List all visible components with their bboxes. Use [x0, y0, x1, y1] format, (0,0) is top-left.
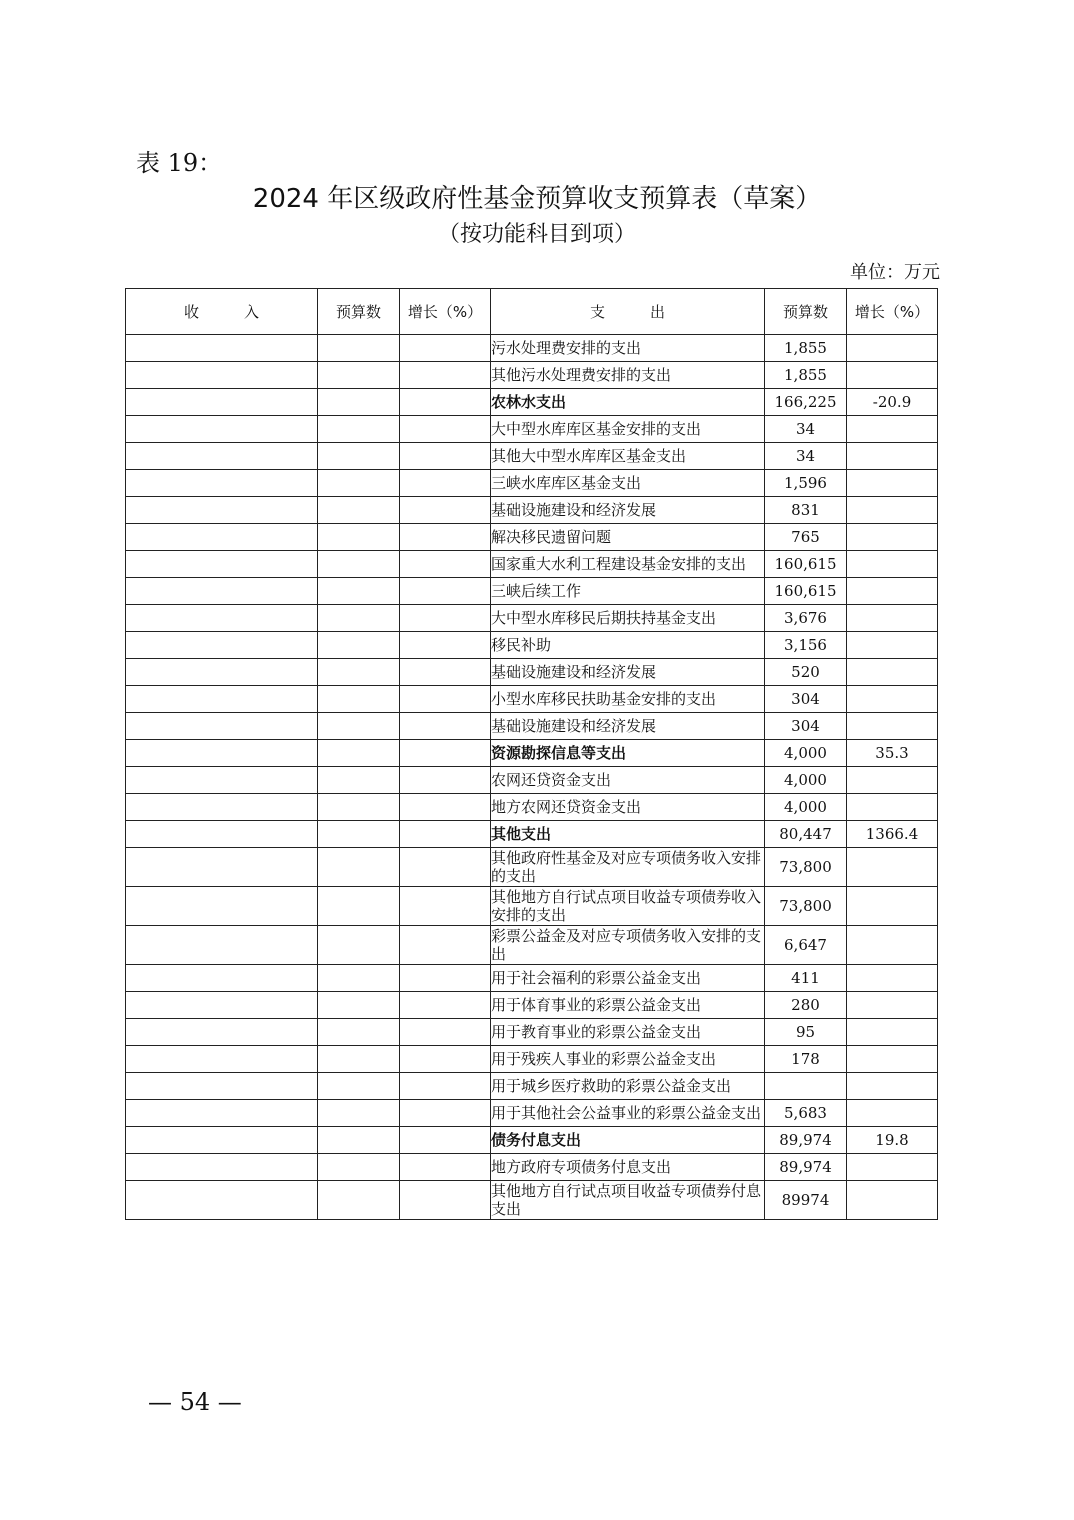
expenditure-name-cell: 三峡后续工作	[491, 578, 765, 605]
col-header-expenditure: 支 出	[491, 289, 765, 335]
income-growth-cell	[400, 965, 491, 992]
table-row	[126, 848, 938, 887]
income-name-cell	[126, 1019, 318, 1046]
expenditure-growth-cell	[847, 632, 938, 659]
expenditure-budget-cell: 5,683	[765, 1100, 847, 1127]
income-growth-cell	[400, 443, 491, 470]
income-growth-cell	[400, 821, 491, 848]
expenditure-growth-cell	[847, 578, 938, 605]
expenditure-name-cell: 基础设施建设和经济发展	[491, 497, 765, 524]
income-budget-cell	[318, 578, 400, 605]
col-header-expenditure-budget: 预算数	[765, 289, 847, 335]
table-row	[126, 1019, 938, 1046]
expenditure-name-cell: 其他大中型水库库区基金支出	[491, 443, 765, 470]
income-name-cell	[126, 362, 318, 389]
table-row	[126, 389, 938, 416]
expenditure-name-cell: 基础设施建设和经济发展	[491, 659, 765, 686]
expenditure-name-cell: 资源勘探信息等支出	[491, 740, 765, 767]
income-growth-cell	[400, 551, 491, 578]
income-budget-cell	[318, 926, 400, 965]
table-row	[126, 335, 938, 362]
income-budget-cell	[318, 713, 400, 740]
expenditure-budget-cell	[765, 1073, 847, 1100]
income-growth-cell	[400, 686, 491, 713]
expenditure-budget-cell: 304	[765, 686, 847, 713]
income-name-cell	[126, 713, 318, 740]
expenditure-budget-cell: 831	[765, 497, 847, 524]
expenditure-name-cell: 债务付息支出	[491, 1127, 765, 1154]
expenditure-name-cell: 用于残疾人事业的彩票公益金支出	[491, 1046, 765, 1073]
table-row	[126, 686, 938, 713]
income-name-cell	[126, 1046, 318, 1073]
expenditure-name-cell: 地方农网还贷资金支出	[491, 794, 765, 821]
income-name-cell	[126, 578, 318, 605]
income-budget-cell	[318, 740, 400, 767]
expenditure-name-cell: 农林水支出	[491, 389, 765, 416]
budget-table	[125, 288, 938, 1220]
expenditure-budget-cell: 160,615	[765, 551, 847, 578]
expenditure-name-cell: 用于社会福利的彩票公益金支出	[491, 965, 765, 992]
expenditure-name-cell: 污水处理费安排的支出	[491, 335, 765, 362]
income-growth-cell	[400, 740, 491, 767]
expenditure-growth-cell	[847, 335, 938, 362]
income-budget-cell	[318, 470, 400, 497]
table-row	[126, 1046, 938, 1073]
expenditure-growth-cell	[847, 713, 938, 740]
expenditure-growth-cell	[847, 767, 938, 794]
income-name-cell	[126, 659, 318, 686]
income-budget-cell	[318, 605, 400, 632]
income-growth-cell	[400, 848, 491, 887]
income-growth-cell	[400, 794, 491, 821]
expenditure-name-cell: 其他地方自行试点项目收益专项债券付息支出	[491, 1181, 765, 1220]
expenditure-growth-cell: 35.3	[847, 740, 938, 767]
expenditure-growth-cell	[847, 1046, 938, 1073]
expenditure-budget-cell: 178	[765, 1046, 847, 1073]
income-budget-cell	[318, 362, 400, 389]
expenditure-name-cell: 三峡水库库区基金支出	[491, 470, 765, 497]
unit-label: 单位：万元	[850, 262, 940, 283]
expenditure-growth-cell	[847, 416, 938, 443]
expenditure-budget-cell: 520	[765, 659, 847, 686]
income-budget-cell	[318, 632, 400, 659]
income-name-cell	[126, 887, 318, 926]
expenditure-growth-cell: 1366.4	[847, 821, 938, 848]
expenditure-growth-cell: -20.9	[847, 389, 938, 416]
income-budget-cell	[318, 389, 400, 416]
document-subtitle: （按功能科目到项）	[437, 222, 636, 247]
expenditure-name-cell: 其他地方自行试点项目收益专项债券收入安排的支出	[491, 887, 765, 926]
expenditure-budget-cell: 34	[765, 443, 847, 470]
expenditure-name-cell: 用于体育事业的彩票公益金支出	[491, 992, 765, 1019]
income-growth-cell	[400, 1046, 491, 1073]
income-budget-cell	[318, 659, 400, 686]
income-budget-cell	[318, 1127, 400, 1154]
expenditure-budget-cell: 304	[765, 713, 847, 740]
income-budget-cell	[318, 1154, 400, 1181]
income-name-cell	[126, 335, 318, 362]
income-growth-cell	[400, 362, 491, 389]
table-row	[126, 416, 938, 443]
table-header-row	[126, 289, 938, 335]
income-budget-cell	[318, 794, 400, 821]
expenditure-growth-cell	[847, 524, 938, 551]
table-row	[126, 659, 938, 686]
income-growth-cell	[400, 992, 491, 1019]
table-row	[126, 926, 938, 965]
expenditure-growth-cell	[847, 659, 938, 686]
expenditure-growth-cell	[847, 686, 938, 713]
table-row	[126, 821, 938, 848]
expenditure-name-cell: 其他污水处理费安排的支出	[491, 362, 765, 389]
table-row	[126, 470, 938, 497]
expenditure-growth-cell	[847, 926, 938, 965]
expenditure-name-cell: 小型水库移民扶助基金安排的支出	[491, 686, 765, 713]
expenditure-budget-cell: 280	[765, 992, 847, 1019]
expenditure-growth-cell	[847, 965, 938, 992]
income-growth-cell	[400, 578, 491, 605]
income-name-cell	[126, 992, 318, 1019]
expenditure-budget-cell: 89974	[765, 1181, 847, 1220]
expenditure-growth-cell	[847, 497, 938, 524]
income-budget-cell	[318, 1100, 400, 1127]
table-row	[126, 443, 938, 470]
income-name-cell	[126, 605, 318, 632]
income-growth-cell	[400, 1154, 491, 1181]
expenditure-growth-cell	[847, 1073, 938, 1100]
income-budget-cell	[318, 443, 400, 470]
table-row	[126, 767, 938, 794]
expenditure-name-cell: 大中型水库移民后期扶持基金支出	[491, 605, 765, 632]
expenditure-budget-cell: 1,855	[765, 362, 847, 389]
income-growth-cell	[400, 1100, 491, 1127]
expenditure-growth-cell	[847, 848, 938, 887]
expenditure-growth-cell	[847, 992, 938, 1019]
expenditure-budget-cell: 73,800	[765, 848, 847, 887]
expenditure-growth-cell	[847, 551, 938, 578]
expenditure-growth-cell	[847, 1100, 938, 1127]
table-row	[126, 1181, 938, 1220]
income-budget-cell	[318, 821, 400, 848]
expenditure-budget-cell: 95	[765, 1019, 847, 1046]
income-name-cell	[126, 416, 318, 443]
income-name-cell	[126, 632, 318, 659]
table-row	[126, 965, 938, 992]
expenditure-growth-cell	[847, 1154, 938, 1181]
income-name-cell	[126, 551, 318, 578]
income-budget-cell	[318, 416, 400, 443]
expenditure-budget-cell: 3,676	[765, 605, 847, 632]
expenditure-name-cell: 国家重大水利工程建设基金安排的支出	[491, 551, 765, 578]
income-name-cell	[126, 926, 318, 965]
page-number: — 54 —	[148, 1388, 242, 1416]
income-name-cell	[126, 443, 318, 470]
table-label: 表 19：	[136, 149, 223, 177]
income-name-cell	[126, 767, 318, 794]
table-row	[126, 794, 938, 821]
income-name-cell	[126, 524, 318, 551]
income-growth-cell	[400, 389, 491, 416]
income-growth-cell	[400, 524, 491, 551]
expenditure-name-cell: 用于教育事业的彩票公益金支出	[491, 1019, 765, 1046]
expenditure-budget-cell: 411	[765, 965, 847, 992]
expenditure-budget-cell: 1,855	[765, 335, 847, 362]
income-budget-cell	[318, 1046, 400, 1073]
expenditure-budget-cell: 4,000	[765, 740, 847, 767]
table-row	[126, 1073, 938, 1100]
table-row	[126, 1100, 938, 1127]
expenditure-name-cell: 农网还贷资金支出	[491, 767, 765, 794]
expenditure-budget-cell: 1,596	[765, 470, 847, 497]
table-row	[126, 887, 938, 926]
income-name-cell	[126, 821, 318, 848]
table-row	[126, 578, 938, 605]
expenditure-budget-cell: 160,615	[765, 578, 847, 605]
income-budget-cell	[318, 497, 400, 524]
col-header-income: 收 入	[126, 289, 318, 335]
expenditure-budget-cell: 89,974	[765, 1127, 847, 1154]
expenditure-name-cell: 其他支出	[491, 821, 765, 848]
expenditure-budget-cell: 89,974	[765, 1154, 847, 1181]
income-name-cell	[126, 1181, 318, 1220]
expenditure-growth-cell	[847, 470, 938, 497]
expenditure-budget-cell: 34	[765, 416, 847, 443]
income-growth-cell	[400, 1019, 491, 1046]
expenditure-name-cell: 移民补助	[491, 632, 765, 659]
income-budget-cell	[318, 686, 400, 713]
income-budget-cell	[318, 965, 400, 992]
income-growth-cell	[400, 926, 491, 965]
expenditure-growth-cell	[847, 887, 938, 926]
income-growth-cell	[400, 416, 491, 443]
income-budget-cell	[318, 1019, 400, 1046]
expenditure-name-cell: 大中型水库库区基金安排的支出	[491, 416, 765, 443]
income-growth-cell	[400, 887, 491, 926]
expenditure-budget-cell: 3,156	[765, 632, 847, 659]
table-row	[126, 632, 938, 659]
income-budget-cell	[318, 1073, 400, 1100]
expenditure-growth-cell: 19.8	[847, 1127, 938, 1154]
income-name-cell	[126, 470, 318, 497]
table-row	[126, 605, 938, 632]
expenditure-growth-cell	[847, 605, 938, 632]
table-row	[126, 992, 938, 1019]
expenditure-name-cell: 用于城乡医疗救助的彩票公益金支出	[491, 1073, 765, 1100]
income-growth-cell	[400, 1073, 491, 1100]
expenditure-budget-cell: 6,647	[765, 926, 847, 965]
income-growth-cell	[400, 1181, 491, 1220]
income-growth-cell	[400, 470, 491, 497]
expenditure-name-cell: 用于其他社会公益事业的彩票公益金支出	[491, 1100, 765, 1127]
income-budget-cell	[318, 524, 400, 551]
income-budget-cell	[318, 335, 400, 362]
expenditure-budget-cell: 73,800	[765, 887, 847, 926]
table-row	[126, 362, 938, 389]
expenditure-budget-cell: 80,447	[765, 821, 847, 848]
expenditure-budget-cell: 4,000	[765, 794, 847, 821]
income-growth-cell	[400, 605, 491, 632]
income-growth-cell	[400, 1127, 491, 1154]
expenditure-growth-cell	[847, 794, 938, 821]
income-growth-cell	[400, 497, 491, 524]
income-budget-cell	[318, 992, 400, 1019]
table-row	[126, 551, 938, 578]
income-name-cell	[126, 965, 318, 992]
table-body	[126, 335, 938, 1220]
income-name-cell	[126, 389, 318, 416]
expenditure-growth-cell	[847, 443, 938, 470]
income-growth-cell	[400, 713, 491, 740]
income-budget-cell	[318, 848, 400, 887]
income-growth-cell	[400, 767, 491, 794]
income-name-cell	[126, 1127, 318, 1154]
income-name-cell	[126, 1073, 318, 1100]
expenditure-growth-cell	[847, 362, 938, 389]
table-row	[126, 713, 938, 740]
table-row	[126, 497, 938, 524]
income-name-cell	[126, 686, 318, 713]
expenditure-name-cell: 彩票公益金及对应专项债务收入安排的支出	[491, 926, 765, 965]
expenditure-budget-cell: 166,225	[765, 389, 847, 416]
income-name-cell	[126, 794, 318, 821]
income-budget-cell	[318, 1181, 400, 1220]
expenditure-name-cell: 解决移民遗留问题	[491, 524, 765, 551]
table-row	[126, 1127, 938, 1154]
income-name-cell	[126, 1154, 318, 1181]
income-growth-cell	[400, 659, 491, 686]
expenditure-name-cell: 基础设施建设和经济发展	[491, 713, 765, 740]
income-name-cell	[126, 848, 318, 887]
expenditure-name-cell: 地方政府专项债务付息支出	[491, 1154, 765, 1181]
expenditure-growth-cell	[847, 1019, 938, 1046]
income-budget-cell	[318, 767, 400, 794]
expenditure-budget-cell: 4,000	[765, 767, 847, 794]
income-growth-cell	[400, 335, 491, 362]
expenditure-name-cell: 其他政府性基金及对应专项债务收入安排的支出	[491, 848, 765, 887]
income-name-cell	[126, 740, 318, 767]
table-row	[126, 1154, 938, 1181]
table-row	[126, 740, 938, 767]
col-header-income-budget: 预算数	[318, 289, 400, 335]
income-budget-cell	[318, 887, 400, 926]
income-name-cell	[126, 497, 318, 524]
expenditure-budget-cell: 765	[765, 524, 847, 551]
document-title: 2024 年区级政府性基金预算收支预算表（草案）	[252, 184, 822, 214]
income-growth-cell	[400, 632, 491, 659]
col-header-income-growth: 增长（%）	[400, 289, 491, 335]
expenditure-growth-cell	[847, 1181, 938, 1220]
table-row	[126, 524, 938, 551]
income-name-cell	[126, 1100, 318, 1127]
col-header-expenditure-growth: 增长（%）	[847, 289, 938, 335]
income-budget-cell	[318, 551, 400, 578]
